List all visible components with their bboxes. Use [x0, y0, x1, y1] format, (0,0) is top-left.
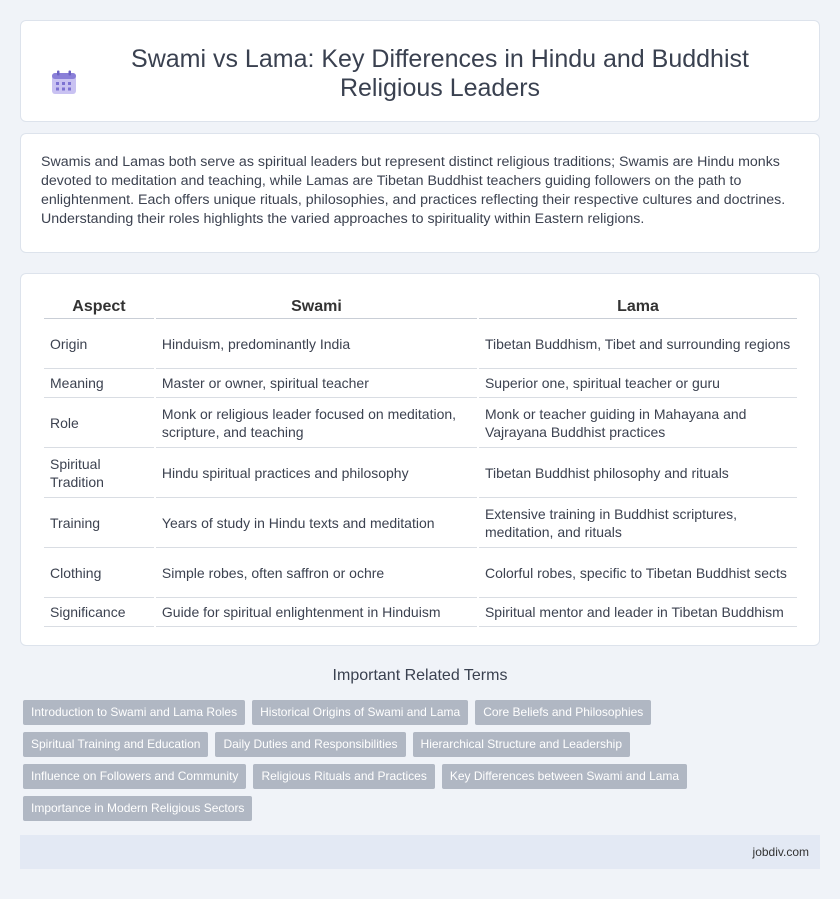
footer-site-link[interactable]: jobdiv.com: [752, 845, 809, 859]
row-aspect: Significance: [44, 598, 154, 627]
table-header-row: [44, 294, 797, 319]
table-row: [44, 369, 797, 398]
row-swami: Guide for spiritual enlightenment in Hinduism: [156, 598, 477, 627]
header-swami: Swami: [156, 294, 477, 319]
footer: [20, 835, 820, 869]
related-term-tag[interactable]: Core Beliefs and Philosophies: [475, 700, 651, 725]
row-lama: Tibetan Buddhist philosophy and rituals: [479, 448, 797, 498]
row-lama: Superior one, spiritual teacher or guru: [479, 369, 797, 398]
row-swami: Monk or religious leader focused on meditation, scripture, and teaching: [156, 398, 477, 448]
table-row: [44, 548, 797, 598]
intro-text: Swamis and Lamas both serve as spiritual leaders but represent distinct religious traditions; Swamis are Hindu monks devoted to meditation and teaching, while Lamas are Tibetan Buddhist teachers guiding followers on the path to enlightenment. Each offers unique rituals, philosophies, and practices reflecting their respective cultures and doctrines. Understanding their roles highlights the varied approaches to spirituality within Eastern religions.: [41, 154, 786, 227]
related-terms-list: [23, 700, 813, 828]
related-term-tag[interactable]: Religious Rituals and Practices: [253, 764, 434, 789]
related-term-tag[interactable]: Importance in Modern Religious Sectors: [23, 796, 252, 821]
table-row: [44, 398, 797, 448]
row-swami: Years of study in Hindu texts and meditation: [156, 498, 477, 548]
row-lama: Monk or teacher guiding in Mahayana and Vajrayana Buddhist practices: [479, 398, 797, 448]
related-term-tag[interactable]: Daily Duties and Responsibilities: [215, 732, 405, 757]
row-aspect: Spiritual Tradition: [44, 448, 154, 498]
calendar-icon: [51, 70, 77, 96]
related-terms-title: Important Related Terms: [332, 667, 508, 684]
row-aspect: Origin: [44, 319, 154, 369]
table-row: [44, 598, 797, 627]
related-term-tag[interactable]: Spiritual Training and Education: [23, 732, 208, 757]
table-row: [44, 498, 797, 548]
row-aspect: Meaning: [44, 369, 154, 398]
row-lama: Colorful robes, specific to Tibetan Buddhist sects: [479, 548, 797, 598]
related-term-tag[interactable]: Key Differences between Swami and Lama: [442, 764, 687, 789]
table-row: [44, 319, 797, 369]
row-aspect: Clothing: [44, 548, 154, 598]
related-term-tag[interactable]: Introduction to Swami and Lama Roles: [23, 700, 245, 725]
comparison-table: [42, 294, 799, 627]
row-aspect: Role: [44, 398, 154, 448]
row-lama: Spiritual mentor and leader in Tibetan Buddhism: [479, 598, 797, 627]
header-aspect: Aspect: [44, 294, 154, 319]
related-term-tag[interactable]: Influence on Followers and Community: [23, 764, 246, 789]
row-aspect: Training: [44, 498, 154, 548]
row-swami: Hinduism, predominantly India: [156, 319, 477, 369]
intro-card: [20, 133, 820, 253]
header-lama: Lama: [479, 294, 797, 319]
related-term-tag[interactable]: Historical Origins of Swami and Lama: [252, 700, 468, 725]
page-title: Swami vs Lama: Key Differences in Hindu and Buddhist Religious Leaders: [131, 45, 749, 102]
row-lama: Extensive training in Buddhist scriptures, meditation, and rituals: [479, 498, 797, 548]
row-lama: Tibetan Buddhism, Tibet and surrounding regions: [479, 319, 797, 369]
title-card: [20, 20, 820, 122]
table-row: [44, 448, 797, 498]
related-term-tag[interactable]: Hierarchical Structure and Leadership: [413, 732, 630, 757]
row-swami: Master or owner, spiritual teacher: [156, 369, 477, 398]
row-swami: Simple robes, often saffron or ochre: [156, 548, 477, 598]
comparison-card: [20, 273, 820, 646]
row-swami: Hindu spiritual practices and philosophy: [156, 448, 477, 498]
